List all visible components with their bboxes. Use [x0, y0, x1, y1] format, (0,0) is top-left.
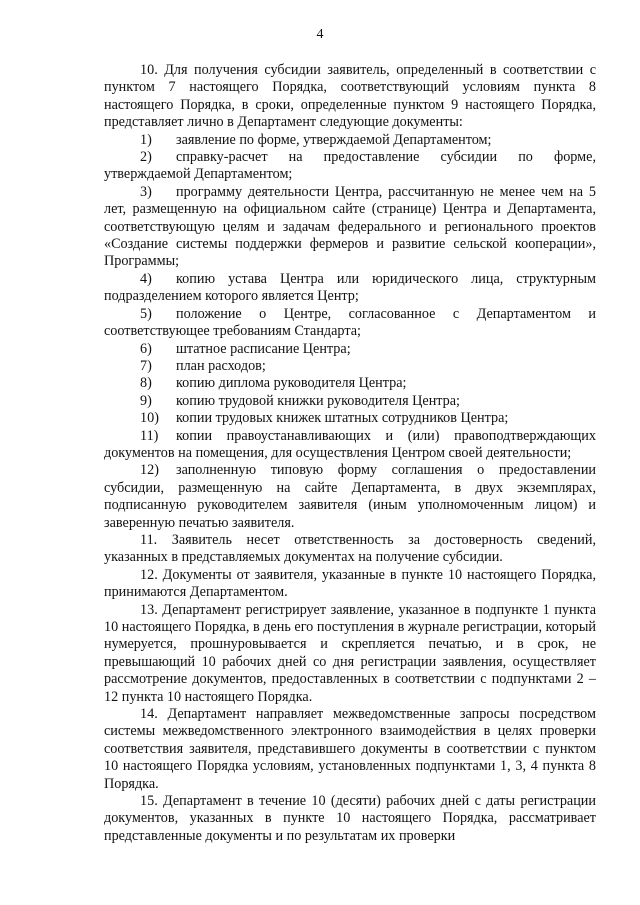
- list-item-text: план расходов;: [176, 357, 266, 374]
- list-item-text: штатное расписание Центра;: [176, 340, 351, 357]
- list-item: [104, 428, 596, 463]
- list-item-text: копию устава Центра или юридического лица, структурным подразделением которого является Центр;: [104, 270, 596, 305]
- list-item-number: 9): [140, 392, 152, 409]
- list-item-text: справку-расчет на предоставление субсидии по форме, утверждаемой Департаментом;: [104, 149, 596, 183]
- list-item-number: 2): [140, 149, 152, 166]
- list-item: [104, 132, 596, 149]
- list-item: [104, 271, 596, 306]
- list-item-text: копию диплома руководителя Центра;: [176, 375, 407, 392]
- list-item-number: 10): [140, 410, 159, 427]
- list-item: [104, 184, 596, 271]
- list-item-number: 5): [140, 305, 152, 322]
- list-item-number: 6): [140, 340, 152, 357]
- list-item-text: копию трудовой книжки руководителя Центра;: [176, 392, 460, 409]
- list-item-number: 7): [140, 357, 152, 374]
- paragraph-11: 11. Заявитель несет ответственность за достоверность сведений, указанных в представляемых документах на получение субсидии.: [104, 531, 596, 566]
- paragraph-12: 12. Документы от заявителя, указанные в пункте 10 настоящего Порядка, принимаются Департаментом.: [104, 566, 596, 601]
- list-item-number: 12): [140, 462, 159, 479]
- list-item: [104, 375, 596, 392]
- list-item: [104, 410, 596, 427]
- paragraph-15: 15. Департамент в течение 10 (десяти) рабочих дней с даты регистрации документов, указанных в пункте 10 настоящего Порядка, рассматривает представленные документы и по результатам их проверки: [104, 793, 596, 844]
- list-item-number: 11): [140, 427, 159, 444]
- list-item: [104, 393, 596, 410]
- list-item: [104, 358, 596, 375]
- paragraph-13: 13. Департамент регистрирует заявление, указанное в подпункте 1 пункта 10 настоящего Порядка, в день его поступления в журнале регистрации, который нумеруется, прошнуровывается и скрепляется печатью, и в срок, не превышающий 10 рабочих дней со дня регистрации заявления, осуществляет рассмотрение документов, предоставленных в соответствии с подпунктами 2 – 12 пункта 10 настоящего Порядка.: [104, 601, 596, 705]
- list-item-text: заявление по форме, утверждаемой Департаментом;: [176, 131, 492, 148]
- list-item: [104, 341, 596, 358]
- paragraph-10: 10. Для получения субсидии заявитель, определенный в соответствии с пунктом 7 настоящего Порядка, соответствующий условиям пункта 8 настоящего Порядка, в сроки, определенные пунктом 9 настоящего Порядка, представляет лично в Департамент следующие документы:: [104, 62, 596, 131]
- list-item-text: копии правоустанавливающих и (или) правоподтверждающих документов на помещения, для осуществления Центром своей деятельности;: [104, 427, 596, 461]
- list-item: [104, 306, 596, 341]
- document-body: [104, 62, 596, 845]
- list-item-number: 4): [140, 270, 152, 287]
- list-item-text: заполненную типовую форму соглашения о предоставлении субсидии, размещенную на сайте Департамента, в двух экземплярах, подписанную руководителем заявителя (иным уполномоченным лицом) и заверенную печатью заявителя.: [104, 462, 596, 531]
- list-item: [104, 149, 596, 184]
- list-item-number: 3): [140, 183, 152, 200]
- list-item-text: программу деятельности Центра, рассчитанную не менее чем на 5 лет, размещенную на официальном сайте (странице) Центра и Департамента, соответствующую целям и задачам федерального и регионального проектов «Создание системы поддержки фермеров и развитие сельской кооперации», Программы;: [104, 183, 596, 270]
- list-item: [104, 462, 596, 532]
- list-item-text: положение о Центре, согласованное с Департаментом и соответствующее требованиям Стандарта;: [104, 305, 596, 340]
- list-item-number: 1): [140, 131, 152, 148]
- paragraph-14: 14. Департамент направляет межведомственные запросы посредством системы межведомственного электронного взаимодействия в целях проверки соответствия заявителя, представившего документы в соответствии с пунктом 10 настоящего Порядка условиям, установленных подпунктами 1, 3, 4 пункта 8 Порядка.: [104, 706, 596, 792]
- page-number: 4: [316, 27, 324, 42]
- list-item-text: копии трудовых книжек штатных сотрудников Центра;: [176, 410, 509, 427]
- list-item-number: 8): [140, 375, 152, 392]
